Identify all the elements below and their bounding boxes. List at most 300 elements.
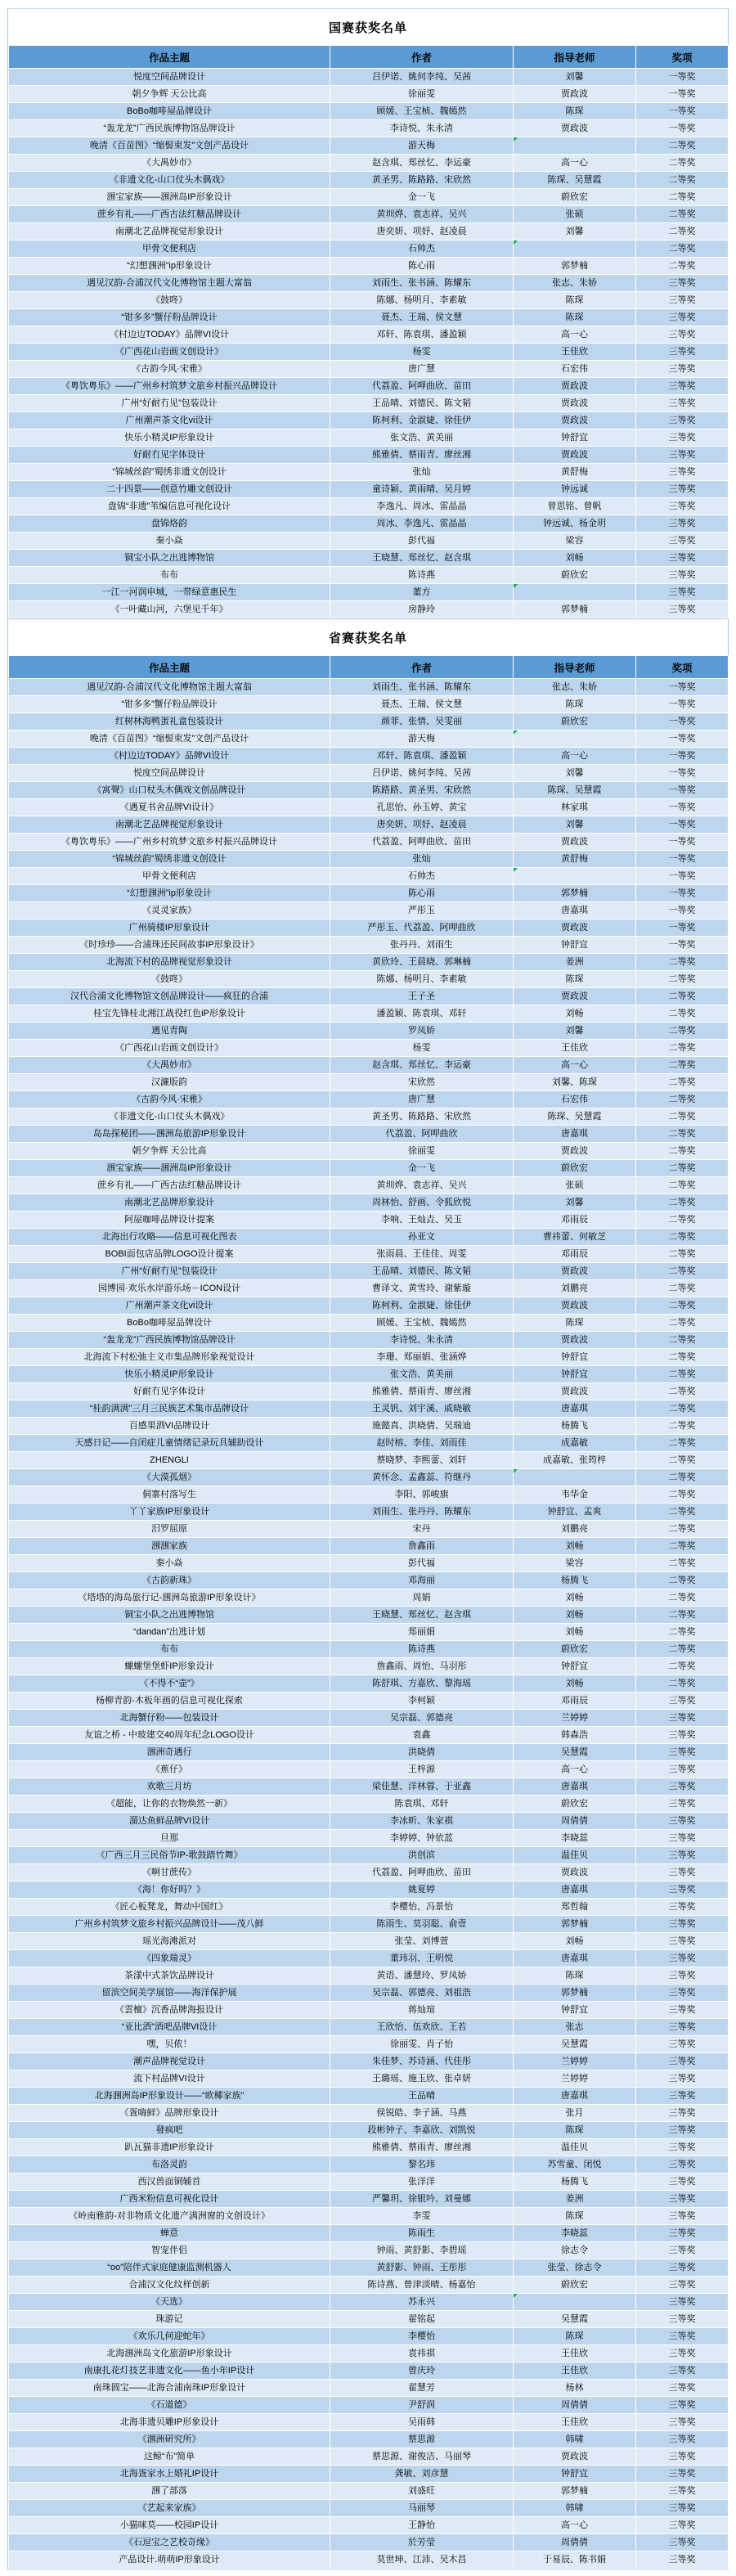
cell-teacher: 周倩倩 bbox=[514, 2534, 636, 2551]
cell-teacher: 陈琛 bbox=[514, 971, 636, 988]
cell-award: 三等奖 bbox=[636, 2002, 729, 2019]
cell-award: 一等奖 bbox=[636, 851, 729, 868]
table-row bbox=[9, 1469, 729, 1486]
table-row bbox=[9, 1229, 729, 1246]
cell-award: 三等奖 bbox=[636, 292, 729, 309]
cell-award: 三等奖 bbox=[636, 2019, 729, 2036]
cell-authors: 吴宗磊、郭德亮、刘祖浩 bbox=[330, 1985, 514, 2002]
cell-authors: 曹译文、黄雪玲、谢紫璇 bbox=[330, 1280, 514, 1297]
cell-teacher: 贾政波 bbox=[514, 1263, 636, 1280]
cell-award: 二等奖 bbox=[636, 1572, 729, 1589]
cell-authors: 王品晴 bbox=[330, 2088, 514, 2105]
cell-authors: 周冰、李逸凡、雷晶晶 bbox=[330, 515, 514, 533]
table-row bbox=[9, 275, 729, 292]
table-row bbox=[9, 1950, 729, 1967]
cell-teacher: 韩啸 bbox=[514, 2500, 636, 2517]
table-row bbox=[9, 1143, 729, 1160]
cell-authors: 翟慧芳 bbox=[330, 2380, 514, 2397]
cell-teacher: 蔚欣宏 bbox=[514, 1641, 636, 1658]
table-row bbox=[9, 885, 729, 902]
cell-theme: 丫丫家族IP形象设计 bbox=[9, 1504, 330, 1521]
cell-theme: 汉濂版韵 bbox=[9, 1074, 330, 1091]
cell-authors: 董方 bbox=[330, 584, 514, 601]
table-row bbox=[9, 2036, 729, 2053]
cell-authors: 唐奕妍、项妤、赵凌晨 bbox=[330, 816, 514, 834]
table-row bbox=[9, 1074, 729, 1091]
table-row bbox=[9, 1418, 729, 1435]
table-row bbox=[9, 206, 729, 223]
cell-authors: 房静玲 bbox=[330, 601, 514, 618]
table-row bbox=[9, 309, 729, 326]
table-row bbox=[9, 1212, 729, 1229]
cell-theme: 《时珍珍——合浦珠还民间故事IP形象设计》 bbox=[9, 937, 330, 954]
table-row bbox=[9, 2259, 729, 2277]
cell-award: 二等奖 bbox=[636, 988, 729, 1005]
cell-teacher: 刘馨、陈琛 bbox=[514, 1074, 636, 1091]
cell-teacher: 蔚欣宏 bbox=[514, 189, 636, 206]
cell-award: 二等奖 bbox=[636, 1675, 729, 1693]
table-row bbox=[9, 782, 729, 799]
cell-award: 三等奖 bbox=[636, 2277, 729, 2294]
cell-authors: 周林怡、舒画、令狐欣悦 bbox=[330, 1194, 514, 1212]
cell-theme: 《岭南雅韵-对非物质文化遗产满洲窗的文创设计》 bbox=[9, 2208, 330, 2225]
cell-teacher: 兰婷婷 bbox=[514, 2053, 636, 2070]
cell-authors: 刘雨生、张书涵、陈耀东 bbox=[330, 275, 514, 292]
cell-award: 二等奖 bbox=[636, 1263, 729, 1280]
cell-theme: 《遇夏书舍品牌VI设计》 bbox=[9, 799, 330, 816]
cell-theme: 《鼓咚》 bbox=[9, 292, 330, 309]
table-row bbox=[9, 2517, 729, 2534]
cell-teacher: 钟远诚 bbox=[514, 481, 636, 498]
cell-teacher: 刘馨 bbox=[514, 69, 636, 86]
cell-award: 三等奖 bbox=[636, 326, 729, 344]
cell-teacher: 刘馨 bbox=[514, 816, 636, 834]
cell-teacher bbox=[514, 137, 636, 155]
cell-theme: 园博园·欢乐水岸游乐场－ICON设计 bbox=[9, 1280, 330, 1297]
table-row bbox=[9, 69, 729, 86]
cell-teacher: 贾政波 bbox=[514, 395, 636, 412]
cell-award: 三等奖 bbox=[636, 567, 729, 584]
cell-teacher: 刘畅 bbox=[514, 1675, 636, 1693]
cell-teacher: 张硕 bbox=[514, 1177, 636, 1194]
cell-theme: 秦小焱 bbox=[9, 533, 330, 550]
cell-authors: 邓轩、陈袁琪、潘盈颖 bbox=[330, 748, 514, 765]
cell-teacher: 贾政波 bbox=[514, 1383, 636, 1400]
table-row bbox=[9, 1108, 729, 1126]
cell-teacher: 刘鹏亮 bbox=[514, 1280, 636, 1297]
cell-theme: 南珠圆宝——北海合浦南珠IP形象设计 bbox=[9, 2380, 330, 2397]
cell-award: 二等奖 bbox=[636, 172, 729, 189]
column-header: 作者 bbox=[330, 656, 514, 679]
cell-authors: 李柯颖 bbox=[330, 1693, 514, 1710]
cell-authors: 蒋灿瑄 bbox=[330, 2002, 514, 2019]
table-row bbox=[9, 1933, 729, 1950]
cell-theme: 《雲檀》沉香品牌海报设计 bbox=[9, 2002, 330, 2019]
cell-teacher: 邓雨辰 bbox=[514, 1246, 636, 1263]
column-header: 奖项 bbox=[636, 46, 729, 69]
table-row bbox=[9, 2088, 729, 2105]
table-row bbox=[9, 1572, 729, 1589]
cell-theme: “钳多多”蟹仔粉品牌设计 bbox=[9, 309, 330, 326]
cell-teacher: 石宏伟 bbox=[514, 361, 636, 378]
header-row bbox=[9, 46, 729, 69]
cell-teacher: 刘畅 bbox=[514, 1607, 636, 1624]
cell-teacher: 张志、朱娇 bbox=[514, 275, 636, 292]
cell-theme: 汨罗屈原 bbox=[9, 1521, 330, 1538]
cell-award: 二等奖 bbox=[636, 1469, 729, 1486]
cell-teacher: 吴慧霞 bbox=[514, 2311, 636, 2328]
cell-award: 二等奖 bbox=[636, 1607, 729, 1624]
cell-authors: 唐广慧 bbox=[330, 1091, 514, 1108]
cell-teacher: 杨腾飞 bbox=[514, 1418, 636, 1435]
cell-theme: 《一叶藏山河，六堡见千年》 bbox=[9, 601, 330, 618]
cell-teacher: 周倩倩 bbox=[514, 2397, 636, 2414]
table-row bbox=[9, 378, 729, 395]
cell-teacher: 杨林 bbox=[514, 2380, 636, 2397]
cell-award: 一等奖 bbox=[636, 103, 729, 120]
cell-award: 二等奖 bbox=[636, 1212, 729, 1229]
cell-award: 三等奖 bbox=[636, 447, 729, 464]
cell-authors: 顾媛、王宝桢、魏嫣然 bbox=[330, 103, 514, 120]
cell-teacher: 高一心 bbox=[514, 1057, 636, 1074]
cell-authors: 施懿真、洪晓倩、吴瑞迪 bbox=[330, 1418, 514, 1435]
cell-award: 三等奖 bbox=[636, 2448, 729, 2466]
cell-award: 一等奖 bbox=[636, 120, 729, 137]
cell-award: 二等奖 bbox=[636, 155, 729, 172]
table-row bbox=[9, 2156, 729, 2174]
cell-authors: 吕伊诺、姚何李纯、吴茜 bbox=[330, 69, 514, 86]
cell-theme: 《古韵今风·宋雅》 bbox=[9, 361, 330, 378]
cell-teacher: 刘馨 bbox=[514, 223, 636, 241]
cell-teacher: 刘馨 bbox=[514, 1023, 636, 1040]
cell-theme: 合浦汉文化纹样创新 bbox=[9, 2277, 330, 2294]
table-row bbox=[9, 2448, 729, 2466]
cell-teacher: 王佳欣 bbox=[514, 2362, 636, 2380]
cell-teacher: 兰婷婷 bbox=[514, 2070, 636, 2088]
cell-authors: 苏永兴 bbox=[330, 2294, 514, 2311]
cell-award: 三等奖 bbox=[636, 1693, 729, 1710]
cell-award: 一等奖 bbox=[636, 937, 729, 954]
cell-authors: 陈雨生、莫羽聪、俞壹 bbox=[330, 1916, 514, 1933]
cell-theme: 快乐小精灵IP形象设计 bbox=[9, 429, 330, 447]
cell-teacher: 吴慧霞 bbox=[514, 1744, 636, 1761]
cell-teacher bbox=[514, 584, 636, 601]
cell-award: 二等奖 bbox=[636, 1641, 729, 1658]
cell-authors: 张雨晨、王佳佳、周雯 bbox=[330, 1246, 514, 1263]
cell-award: 三等奖 bbox=[636, 309, 729, 326]
cell-theme: 螺螺堡堡虾IP形象设计 bbox=[9, 1658, 330, 1675]
table-row bbox=[9, 1813, 729, 1830]
cell-theme: 《村边边TODAY》品牌VI设计 bbox=[9, 748, 330, 765]
cell-teacher: 刘畅 bbox=[514, 1589, 636, 1607]
cell-teacher: 刘畅 bbox=[514, 550, 636, 567]
cell-authors: 代荔盈、阿呷曲欣、苗田 bbox=[330, 834, 514, 851]
table-row bbox=[9, 868, 729, 885]
cell-authors: 陈柯利、金淑婕、徐佳伊 bbox=[330, 1297, 514, 1315]
cell-theme: 涠涠家族 bbox=[9, 1538, 330, 1555]
cell-theme: BOBI面包店品牌LOGO设计提案 bbox=[9, 1246, 330, 1263]
table-row bbox=[9, 533, 729, 550]
column-header: 指导老师 bbox=[514, 46, 636, 69]
cell-theme: 红树林海鸭蛋礼盒包装设计 bbox=[9, 713, 330, 731]
cell-theme: 潮声品牌视觉设计 bbox=[9, 2053, 330, 2070]
cell-authors: 李冰昕、朱家祺 bbox=[330, 1813, 514, 1830]
cell-theme: “锦城丝韵”蜀绣非遗文创设计 bbox=[9, 464, 330, 481]
cell-teacher: 贾政波 bbox=[514, 834, 636, 851]
cell-theme: “桂韵满满”三月三民族艺术集市品牌设计 bbox=[9, 1400, 330, 1418]
table-row bbox=[9, 765, 729, 782]
cell-authors: 詹鑫雨、周怡、马羽彤 bbox=[330, 1658, 514, 1675]
cell-theme: 布布 bbox=[9, 567, 330, 584]
cell-authors: 翟铭起 bbox=[330, 2311, 514, 2328]
cell-authors: 颜菲、张情、吴雯丽 bbox=[330, 713, 514, 731]
cell-teacher bbox=[514, 2294, 636, 2311]
cell-theme: “oo”陪伴式家庭健康监测机器人 bbox=[9, 2259, 330, 2277]
cell-authors: 严彤玉、代荔盈、阿呷曲欣 bbox=[330, 919, 514, 937]
cell-theme: 《石道德》 bbox=[9, 2397, 330, 2414]
table-row bbox=[9, 816, 729, 834]
table-row bbox=[9, 2053, 729, 2070]
cell-teacher: 贾政波 bbox=[514, 378, 636, 395]
cell-teacher: 成嘉敏、张筠梓 bbox=[514, 1452, 636, 1469]
cell-award: 三等奖 bbox=[636, 2345, 729, 2362]
cell-authors: 曾庆玲 bbox=[330, 2362, 514, 2380]
cell-teacher: 陈琛 bbox=[514, 1315, 636, 1332]
cell-theme: 留滨空间美学展馆——海洋保护展 bbox=[9, 1985, 330, 2002]
cell-award: 二等奖 bbox=[636, 223, 729, 241]
cell-award: 三等奖 bbox=[636, 395, 729, 412]
table-row bbox=[9, 2534, 729, 2551]
cell-authors: 熊雅倩、蔡雨青、廖丝湘 bbox=[330, 447, 514, 464]
cell-theme: 涠宝家族——涠洲岛IP形象设计 bbox=[9, 1160, 330, 1177]
table-row bbox=[9, 1452, 729, 1469]
cell-theme: 晚清《百苗图》“缩髻束发”文创产品设计 bbox=[9, 137, 330, 155]
table-row bbox=[9, 137, 729, 155]
cell-theme: 北海涠洲岛IP形象设计——“欧椰家族” bbox=[9, 2088, 330, 2105]
cell-teacher: 钟舒宜 bbox=[514, 1658, 636, 1675]
cell-award: 二等奖 bbox=[636, 1126, 729, 1143]
cell-authors: 梁佳慧、洋林蓉、于亚鑫 bbox=[330, 1778, 514, 1796]
cell-award: 二等奖 bbox=[636, 1486, 729, 1504]
cell-authors: 陈心雨 bbox=[330, 258, 514, 275]
cell-teacher: 韩啸 bbox=[514, 2431, 636, 2448]
cell-teacher: 梁容 bbox=[514, 1555, 636, 1572]
cell-teacher: 唐嘉琪 bbox=[514, 902, 636, 919]
cell-authors: 李诗悦、朱永清 bbox=[330, 1332, 514, 1349]
table-row bbox=[9, 1761, 729, 1778]
cell-authors: 钟雨、黄舒影、李碧瑶 bbox=[330, 2242, 514, 2259]
cell-award: 三等奖 bbox=[636, 2466, 729, 2483]
table-row bbox=[9, 1967, 729, 1985]
cell-authors: 龚敏、刘彦慧 bbox=[330, 2466, 514, 2483]
cell-teacher bbox=[514, 241, 636, 258]
table-row bbox=[9, 1538, 729, 1555]
cell-award: 三等奖 bbox=[636, 1761, 729, 1778]
cell-authors: 王品晴、刘德民、陈文韬 bbox=[330, 395, 514, 412]
cell-authors: 袁祎祺 bbox=[330, 2345, 514, 2362]
cell-teacher: 姜洲 bbox=[514, 954, 636, 971]
table-row bbox=[9, 103, 729, 120]
cell-theme: 《大漠孤烟》 bbox=[9, 1469, 330, 1486]
cell-teacher: 陈琛、吴慧霞 bbox=[514, 172, 636, 189]
cell-theme: 北海疍家水上婚礼IP设计 bbox=[9, 2466, 330, 2483]
table-row bbox=[9, 679, 729, 696]
table-row bbox=[9, 1916, 729, 1933]
cell-teacher: 郭梦楠 bbox=[514, 1985, 636, 2002]
cell-teacher: 张志、朱娇 bbox=[514, 679, 636, 696]
cell-award: 一等奖 bbox=[636, 816, 729, 834]
table-row bbox=[9, 2414, 729, 2431]
cell-teacher: 周倩倩 bbox=[514, 1813, 636, 1830]
cell-award: 二等奖 bbox=[636, 1435, 729, 1452]
cell-award: 三等奖 bbox=[636, 2105, 729, 2122]
cell-award: 一等奖 bbox=[636, 748, 729, 765]
cell-authors: 黄圣男、陈路路、宋欣然 bbox=[330, 1108, 514, 1126]
cell-teacher: 贾政波 bbox=[514, 1864, 636, 1881]
cell-award: 三等奖 bbox=[636, 2088, 729, 2105]
table-row bbox=[9, 1263, 729, 1280]
cell-authors: 陈诗燕 bbox=[330, 567, 514, 584]
cell-teacher: 郑哲翰 bbox=[514, 1899, 636, 1916]
cell-teacher: 刘馨 bbox=[514, 765, 636, 782]
cell-authors: 李响、王灿垚、吴玉 bbox=[330, 1212, 514, 1229]
cell-theme: 珠游记 bbox=[9, 2311, 330, 2328]
cell-award: 三等奖 bbox=[636, 2259, 729, 2277]
table-row bbox=[9, 902, 729, 919]
cell-theme: 朝夕争辉 天公比高 bbox=[9, 86, 330, 103]
cell-authors: 罗凤娇 bbox=[330, 1023, 514, 1040]
cell-authors: 熊雅倩、蔡雨青、廖丝湘 bbox=[330, 2139, 514, 2156]
cell-authors: 郑丽娟 bbox=[330, 1624, 514, 1641]
cell-award: 三等奖 bbox=[636, 2242, 729, 2259]
cell-award: 三等奖 bbox=[636, 2311, 729, 2328]
cell-award: 二等奖 bbox=[636, 258, 729, 275]
table-row bbox=[9, 258, 729, 275]
table-row bbox=[9, 954, 729, 971]
cell-authors: 彭代福 bbox=[330, 1555, 514, 1572]
cell-theme: 一江一河润申城，一带绿意惠民生 bbox=[9, 584, 330, 601]
table-row bbox=[9, 748, 729, 765]
cell-award: 一等奖 bbox=[636, 696, 729, 713]
cell-teacher: 吴慧霞 bbox=[514, 2036, 636, 2053]
cell-award: 三等奖 bbox=[636, 1778, 729, 1796]
table-row bbox=[9, 1349, 729, 1366]
cell-theme: 广州潮声茶文化vi设计 bbox=[9, 412, 330, 429]
cell-teacher: 刘鹏亮 bbox=[514, 1521, 636, 1538]
cell-theme: 茶漾中式茶饮品牌设计 bbox=[9, 1967, 330, 1985]
cell-award: 三等奖 bbox=[636, 378, 729, 395]
cell-authors: 蔡思源、谢俊洁、马丽琴 bbox=[330, 2448, 514, 2466]
cell-authors: 李逸凡、周冰、雷晶晶 bbox=[330, 498, 514, 515]
cell-award: 三等奖 bbox=[636, 2156, 729, 2174]
cell-theme: 朝夕争辉 天公比高 bbox=[9, 1143, 330, 1160]
table-row bbox=[9, 1504, 729, 1521]
cell-authors: 王梓源 bbox=[330, 1761, 514, 1778]
cell-theme: 《海！你好吗？》 bbox=[9, 1881, 330, 1899]
cell-award: 三等奖 bbox=[636, 2225, 729, 2242]
table-row bbox=[9, 1177, 729, 1194]
cell-award: 二等奖 bbox=[636, 1366, 729, 1383]
cell-teacher: 蔚欣宏 bbox=[514, 567, 636, 584]
cell-award: 一等奖 bbox=[636, 868, 729, 885]
cell-award: 三等奖 bbox=[636, 2294, 729, 2311]
table-row bbox=[9, 2191, 729, 2208]
cell-teacher: 林家琪 bbox=[514, 799, 636, 816]
table-row bbox=[9, 584, 729, 601]
cell-award: 二等奖 bbox=[636, 1521, 729, 1538]
award-table bbox=[7, 8, 729, 619]
cell-authors: 代荔盈、阿呷曲欣 bbox=[330, 1126, 514, 1143]
cell-award: 三等奖 bbox=[636, 2139, 729, 2156]
cell-authors: 张灿 bbox=[330, 851, 514, 868]
cell-award: 二等奖 bbox=[636, 1074, 729, 1091]
cell-teacher: 贾政波 bbox=[514, 412, 636, 429]
cell-theme: 布洛灵韵 bbox=[9, 2156, 330, 2174]
table-row bbox=[9, 1297, 729, 1315]
cell-theme: 瑶光海滩派对 bbox=[9, 1933, 330, 1950]
cell-award: 三等奖 bbox=[636, 2534, 729, 2551]
cell-theme: 《广西花山岩画文创设计》 bbox=[9, 344, 330, 361]
cell-authors: 詹鑫雨 bbox=[330, 1538, 514, 1555]
cell-teacher: 石宏伟 bbox=[514, 1091, 636, 1108]
cell-authors: 宋丹 bbox=[330, 1521, 514, 1538]
cell-authors: 赵含琪、郑丝忆、李运豪 bbox=[330, 155, 514, 172]
cell-award: 三等奖 bbox=[636, 2208, 729, 2225]
cell-award: 二等奖 bbox=[636, 1349, 729, 1366]
cell-award: 二等奖 bbox=[636, 971, 729, 988]
cell-award: 二等奖 bbox=[636, 1177, 729, 1194]
cell-award: 二等奖 bbox=[636, 189, 729, 206]
table-row bbox=[9, 189, 729, 206]
table-row bbox=[9, 1126, 729, 1143]
cell-authors: 徐丽雯、肖子怡 bbox=[330, 2036, 514, 2053]
cell-award: 三等奖 bbox=[636, 601, 729, 618]
cell-award: 二等奖 bbox=[636, 1023, 729, 1040]
cell-teacher: 李晓蕊 bbox=[514, 1830, 636, 1847]
cell-teacher: 贾政波 bbox=[514, 447, 636, 464]
cell-teacher: 张硕 bbox=[514, 206, 636, 223]
cell-theme: 快乐小精灵IP形象设计 bbox=[9, 1366, 330, 1383]
cell-authors: 陈心雨 bbox=[330, 885, 514, 902]
cell-teacher: 郭梦楠 bbox=[514, 1916, 636, 1933]
cell-award: 一等奖 bbox=[636, 782, 729, 799]
cell-award: 三等奖 bbox=[636, 584, 729, 601]
cell-authors: 黄圣男、陈路路、宋欣然 bbox=[330, 172, 514, 189]
cell-authors: 黄圳烨、袁志祥、吴兴 bbox=[330, 1177, 514, 1194]
table-row bbox=[9, 1160, 729, 1177]
table-row bbox=[9, 919, 729, 937]
cell-authors: 黄欣玲、王晨晓、郭琳楠 bbox=[330, 954, 514, 971]
cell-teacher: 高一心 bbox=[514, 155, 636, 172]
cell-authors: 王晓慧、郑丝忆、赵含琪 bbox=[330, 1607, 514, 1624]
cell-authors: 董玮羽、王明悦 bbox=[330, 1950, 514, 1967]
table-row bbox=[9, 2466, 729, 2483]
cell-award: 一等奖 bbox=[636, 86, 729, 103]
table-row bbox=[9, 515, 729, 533]
cell-teacher: 陈琛、吴慧霞 bbox=[514, 782, 636, 799]
table-row bbox=[9, 2225, 729, 2242]
cell-teacher: 贾政波 bbox=[514, 1297, 636, 1315]
cell-theme: 《艺起来家族》 bbox=[9, 2500, 330, 2517]
cell-award: 三等奖 bbox=[636, 2070, 729, 2088]
cell-theme: 南潮北艺品牌视觉形象设计 bbox=[9, 816, 330, 834]
table-row bbox=[9, 447, 729, 464]
column-header: 作品主题 bbox=[9, 656, 330, 679]
cell-teacher: 陈琛 bbox=[514, 1967, 636, 1985]
cell-award: 二等奖 bbox=[636, 1658, 729, 1675]
cell-award: 三等奖 bbox=[636, 1950, 729, 1967]
cell-theme: 趴瓦猫非遗IP形象设计 bbox=[9, 2139, 330, 2156]
